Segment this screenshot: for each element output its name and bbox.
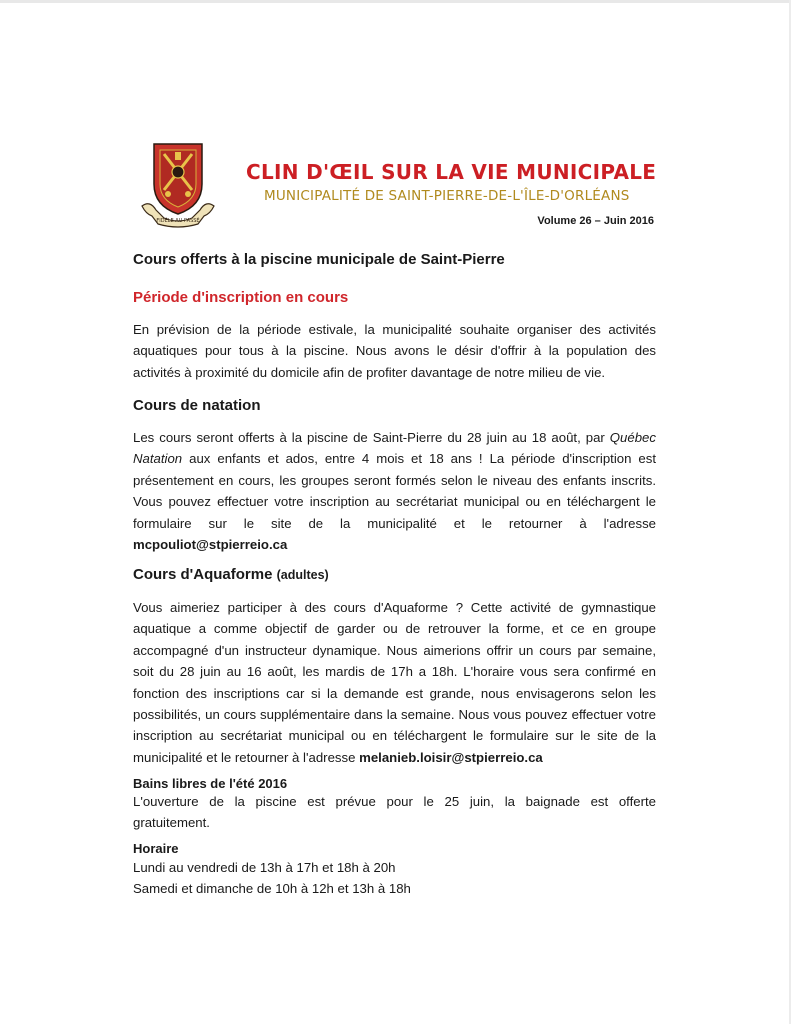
paragraph-line: Vous pouvez effectuer votre inscription au secrétariat municipal ou en téléchargent le — [133, 494, 656, 510]
aquaforme-email-link[interactable]: melanieb.loisir@stpierreio.ca — [359, 749, 543, 765]
paragraph-line: soit du 28 juin au 16 août, les mardis de 17h a 18h. L'horaire vous sera confirmé en — [133, 664, 656, 680]
volume-label: Volume 26 – Juin 2016 — [537, 215, 654, 227]
paragraph-line: gratuitement. — [133, 815, 210, 831]
paragraph-line: Vous aimeriez participer à des cours d'Aquaforme ? Cette activité de gymnastique — [133, 600, 656, 615]
line-text: aux enfants et ados, entre 4 mois et 18 ans ! La période d'inscription est — [189, 451, 656, 467]
paragraph-line — [133, 448, 656, 469]
line-text: municipalité et le retourner à l'adresse — [133, 749, 356, 765]
quebec-natation-text: Natation — [133, 451, 183, 467]
paragraph-line: En prévision de la période estivale, la municipalité souhaite organiser des activités — [133, 322, 656, 337]
municipal-crest-logo — [140, 140, 230, 230]
natation-email-link[interactable]: mcpouliot@stpierreio.ca — [133, 536, 288, 552]
bains-heading: Bains libres de l'été 2016 — [133, 776, 288, 791]
horaire-weekend: Samedi et dimanche de 10h à 12h et 13h à 18h — [133, 881, 411, 896]
paragraph-line: activités à proximité du domicile afin de profiter davantage de notre milieu de vie. — [133, 364, 606, 380]
municipality-name: MUNICIPALITÉ DE SAINT-PIERRE-DE-L'ÎLE-D'ORLÉANS — [264, 188, 630, 204]
intro-paragraph — [133, 319, 656, 383]
aquaforme-heading-text: Cours d'Aquaforme — [133, 566, 273, 583]
bains-paragraph — [133, 791, 656, 834]
natation-paragraph — [133, 427, 656, 555]
paragraph-line: aquatiques pour tous à la piscine. Nous avons le désir d'offrir à la population des — [133, 343, 656, 359]
paragraph-line: fonction des inscriptions car si la demande est grande, nous envisagerons selon les — [133, 685, 656, 701]
horaire-weekday: Lundi au vendredi de 13h à 17h et 18h à 20h — [133, 860, 396, 875]
crest-motto: FIDÈLE AU PASSÉ — [156, 218, 200, 224]
aquaforme-heading-note: (adultes) — [276, 568, 329, 582]
horaire-heading: Horaire — [133, 841, 179, 856]
paragraph-line: aquatique a comme objectif de garder ou de retrouver la forme, et ce en groupe — [133, 621, 656, 637]
paragraph-line: L'ouverture de la piscine est prévue pour le 25 juin, la baignade est offerte — [133, 794, 656, 809]
quebec-natation-text: Québec — [609, 430, 656, 445]
paragraph-line: accompagné d'un instructeur dynamique. Nous aimerions offrir un cours par semaine, — [133, 642, 656, 658]
registration-subheading: Période d'inscription en cours — [133, 289, 349, 306]
scan-edge-top — [0, 0, 791, 3]
aquaforme-paragraph — [133, 597, 656, 768]
aquaforme-heading — [133, 566, 329, 583]
line-text: Les cours seront offerts à la piscine de Saint-Pierre du 28 juin au 18 août, par — [133, 430, 605, 445]
article-heading: Cours offerts à la piscine municipale de Saint-Pierre — [133, 251, 505, 268]
paragraph-line: inscription au secrétariat municipal ou en téléchargent le formulaire sur le site de la — [133, 728, 656, 744]
paragraph-line: formulaire sur le site de la municipalité et le retourner à l'adresse — [133, 515, 656, 531]
paragraph-line: possibilités, un cours supplémentaire dans la semaine. Nous vous pouvez effectuer votre — [133, 706, 656, 722]
paragraph-line — [133, 747, 656, 768]
paragraph-line — [133, 427, 656, 448]
paragraph-line: présentement en cours, les groupes seront formés selon le niveau des enfants inscrits. — [133, 472, 656, 488]
newsletter-title: CLIN D'ŒIL SUR LA VIE MUNICIPALE — [246, 160, 657, 184]
natation-heading: Cours de natation — [133, 397, 261, 414]
